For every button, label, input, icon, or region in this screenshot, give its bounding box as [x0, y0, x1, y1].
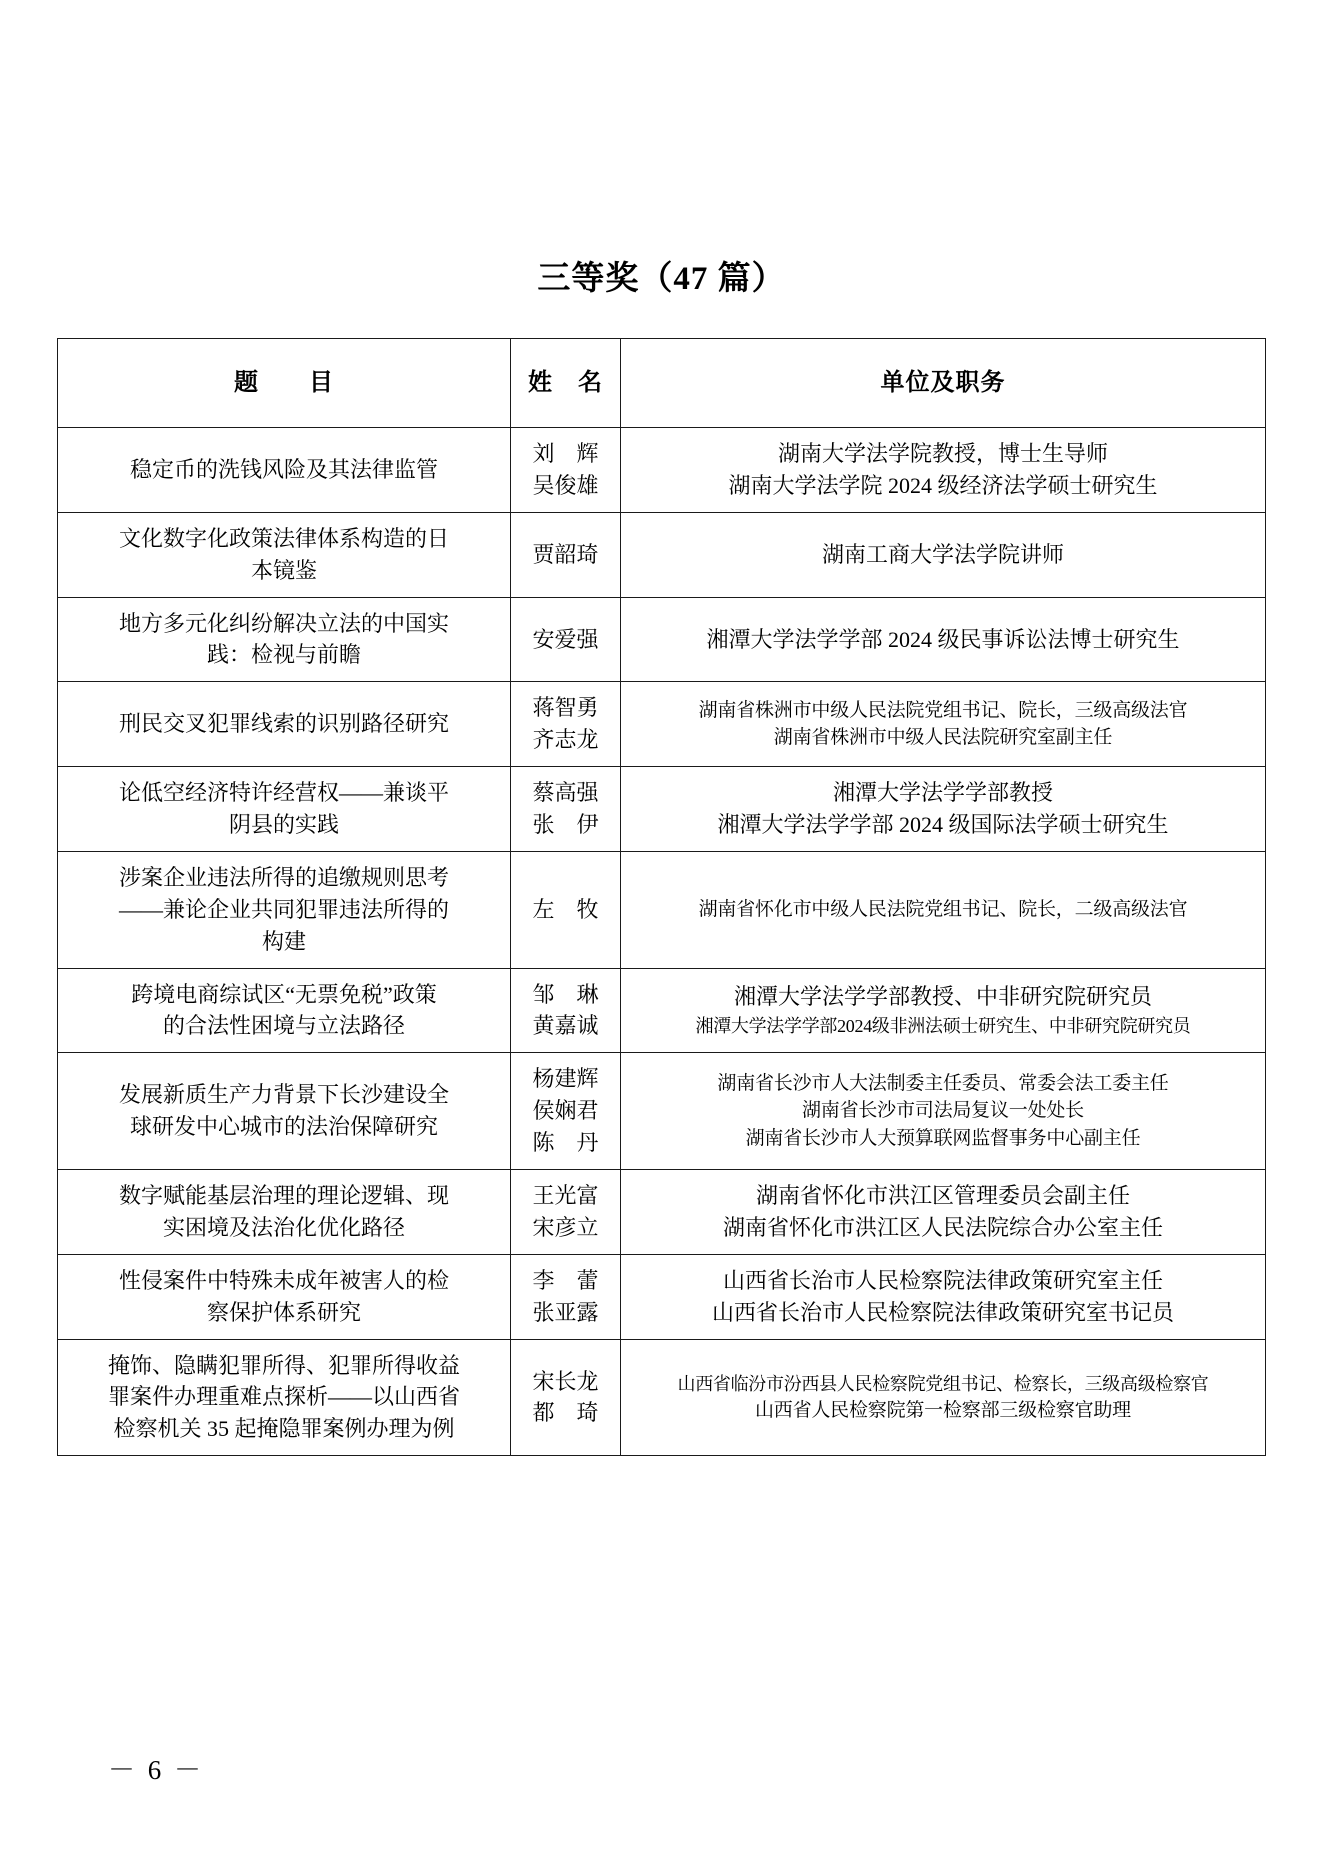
cell-affiliation-line: 湖南省长沙市人大预算联网监督事务中心副主任 [745, 1127, 1141, 1149]
cell-paper-title-line: 阴县的实践 [228, 812, 339, 838]
table-row [58, 1339, 1266, 1456]
cell-paper-title [58, 1339, 511, 1456]
page-title: 三等奖（47 篇） [537, 261, 786, 297]
cell-affiliation [621, 968, 1266, 1053]
cell-paper-title-line: 文化数字化政策法律体系构造的日 [118, 525, 449, 551]
cell-paper-title-line: 涉案企业违法所得的追缴规则思考 [118, 864, 449, 890]
cell-affiliation-line: 湘潭大学法学学部 2024 级民事诉讼法博士研究生 [706, 626, 1180, 652]
cell-paper-title-line: 稳定币的洗钱风险及其法律监管 [129, 456, 438, 482]
cell-author-name-line: 刘 辉 [532, 441, 599, 466]
cell-affiliation-line: 湖南省怀化市中级人民法院党组书记、院长，二级高级法官 [698, 898, 1188, 920]
table-body [58, 428, 1266, 1456]
cell-author-name-line: 贾韶琦 [532, 541, 599, 567]
cell-paper-title [58, 597, 511, 682]
cell-paper-title-line: 察保护体系研究 [206, 1299, 361, 1325]
cell-paper-title-line: 构建 [261, 928, 306, 954]
cell-paper-title-line: 性侵案件中特殊未成年被害人的检 [118, 1267, 449, 1293]
cell-affiliation-line: 湖南省株洲市中级人民法院研究室副主任 [773, 727, 1113, 749]
cell-affiliation [621, 597, 1266, 682]
cell-affiliation-line: 山西省长治市人民检察院法律政策研究室主任 [722, 1267, 1163, 1293]
cell-author-name [511, 428, 621, 513]
cell-author-name-line: 杨建辉 [532, 1066, 599, 1092]
column-header-title: 题 目 [58, 339, 511, 428]
table-row [58, 597, 1266, 682]
cell-affiliation [621, 1339, 1266, 1456]
cell-affiliation [621, 767, 1266, 852]
cell-author-name-line: 蒋智勇 [532, 695, 599, 721]
cell-author-name-line: 王光富 [532, 1183, 599, 1209]
cell-paper-title [58, 968, 511, 1053]
cell-author-name-line: 黄嘉诚 [532, 1013, 599, 1039]
cell-affiliation-line: 山西省临汾市汾西县人民检察院党组书记、检察长，三级高级检察官 [677, 1373, 1209, 1394]
table-header-row [58, 339, 1266, 428]
cell-affiliation [621, 1170, 1266, 1255]
award-list-table [57, 338, 1266, 1456]
cell-paper-title-line: 践：检视与前瞻 [206, 642, 361, 668]
cell-affiliation [621, 1254, 1266, 1339]
cell-author-name [511, 1053, 621, 1170]
table-row [58, 1170, 1266, 1255]
table-row [58, 1254, 1266, 1339]
cell-author-name-line: 张亚露 [532, 1299, 599, 1325]
cell-affiliation-line: 山西省人民检察院第一检察部三级检察官助理 [754, 1399, 1131, 1421]
cell-author-name-line: 张 伊 [532, 812, 599, 838]
cell-paper-title-line: 论低空经济特许经营权——兼谈平 [118, 780, 449, 806]
column-header-name: 姓 名 [511, 339, 621, 428]
cell-affiliation [621, 851, 1266, 968]
cell-author-name-line: 吴俊雄 [532, 472, 599, 498]
column-header-affiliation: 单位及职务 [621, 339, 1266, 428]
cell-paper-title-line: 实困境及法治化优化路径 [162, 1214, 405, 1240]
table-row [58, 512, 1266, 597]
cell-affiliation-line: 湖南省长沙市人大法制委主任委员、常委会法工委主任 [717, 1072, 1169, 1094]
cell-affiliation-line: 湖南大学法学院 2024 级经济法学硕士研究生 [728, 472, 1158, 498]
cell-affiliation-line: 湘潭大学法学学部2024级非洲法硕士研究生、中非研究院研究员 [695, 1016, 1191, 1037]
table-row [58, 682, 1266, 767]
cell-author-name [511, 597, 621, 682]
cell-paper-title [58, 512, 511, 597]
page-number: － 6 － [108, 1755, 204, 1785]
cell-affiliation [621, 1053, 1266, 1170]
cell-affiliation-line: 湖南省长沙市司法局复议一处处长 [801, 1100, 1084, 1122]
cell-paper-title-line: 刑民交叉犯罪线索的识别路径研究 [118, 711, 449, 737]
cell-affiliation-line: 山西省长治市人民检察院法律政策研究室书记员 [711, 1299, 1174, 1325]
cell-affiliation-line: 湖南省怀化市洪江区管理委员会副主任 [755, 1183, 1130, 1209]
cell-paper-title [58, 851, 511, 968]
table-row [58, 428, 1266, 513]
cell-author-name-line: 安爱强 [532, 626, 599, 652]
cell-affiliation-line: 湖南省株洲市中级人民法院党组书记、院长，三级高级法官 [698, 699, 1188, 721]
cell-author-name-line: 侯娴君 [532, 1098, 599, 1124]
cell-paper-title-line: 本镜鉴 [250, 557, 317, 583]
cell-paper-title-line: 检察机关 35 起掩隐罪案例办理为例 [113, 1416, 455, 1442]
cell-paper-title [58, 1170, 511, 1255]
cell-author-name [511, 1254, 621, 1339]
cell-author-name [511, 851, 621, 968]
cell-affiliation-line: 湘潭大学法学学部教授、中非研究院研究员 [733, 984, 1152, 1010]
cell-author-name-line: 宋彦立 [532, 1214, 599, 1240]
cell-paper-title-line: 跨境电商综试区“无票免税”政策 [131, 981, 437, 1007]
cell-paper-title-line: 球研发中心城市的法治保障研究 [129, 1114, 438, 1140]
cell-author-name [511, 512, 621, 597]
cell-author-name [511, 1339, 621, 1456]
cell-paper-title [58, 1254, 511, 1339]
cell-paper-title-line: 数字赋能基层治理的理论逻辑、现 [118, 1183, 449, 1209]
cell-affiliation-line: 湖南大学法学院教授，博士生导师 [777, 441, 1108, 466]
cell-author-name-line: 宋长龙 [532, 1368, 599, 1394]
cell-author-name [511, 767, 621, 852]
cell-paper-title-line: 发展新质生产力背景下长沙建设全 [118, 1082, 449, 1108]
cell-author-name [511, 968, 621, 1053]
cell-author-name-line: 邹 琳 [532, 981, 599, 1007]
table-row [58, 968, 1266, 1053]
cell-author-name-line: 左 牧 [532, 896, 599, 922]
cell-affiliation [621, 512, 1266, 597]
cell-author-name-line: 齐志龙 [532, 727, 599, 753]
cell-paper-title [58, 428, 511, 513]
cell-paper-title-line: 地方多元化纠纷解决立法的中国实 [118, 610, 449, 636]
cell-author-name-line: 蔡高强 [532, 780, 599, 806]
cell-affiliation [621, 682, 1266, 767]
table-row [58, 1053, 1266, 1170]
cell-paper-title-line: 罪案件办理重难点探析——以山西省 [107, 1384, 460, 1410]
table-row [58, 767, 1266, 852]
cell-paper-title-line: 的合法性困境与立法路径 [162, 1013, 405, 1039]
cell-paper-title-line: 掩饰、隐瞒犯罪所得、犯罪所得收益 [107, 1352, 460, 1378]
cell-author-name [511, 1170, 621, 1255]
cell-paper-title [58, 682, 511, 767]
cell-affiliation-line: 湖南工商大学法学院讲师 [821, 541, 1064, 567]
cell-author-name-line: 李 蕾 [532, 1267, 599, 1293]
table-row [58, 851, 1266, 968]
cell-author-name-line: 都 琦 [532, 1400, 599, 1426]
cell-author-name [511, 682, 621, 767]
cell-author-name-line: 陈 丹 [532, 1130, 599, 1156]
cell-paper-title [58, 1053, 511, 1170]
cell-affiliation [621, 428, 1266, 513]
cell-affiliation-line: 湘潭大学法学学部 2024 级国际法学硕士研究生 [717, 812, 1169, 838]
cell-affiliation-line: 湖南省怀化市洪江区人民法院综合办公室主任 [722, 1214, 1163, 1240]
cell-affiliation-line: 湘潭大学法学学部教授 [832, 780, 1053, 806]
cell-paper-title [58, 767, 511, 852]
cell-paper-title-line: ——兼论企业共同犯罪违法所得的 [118, 896, 449, 922]
